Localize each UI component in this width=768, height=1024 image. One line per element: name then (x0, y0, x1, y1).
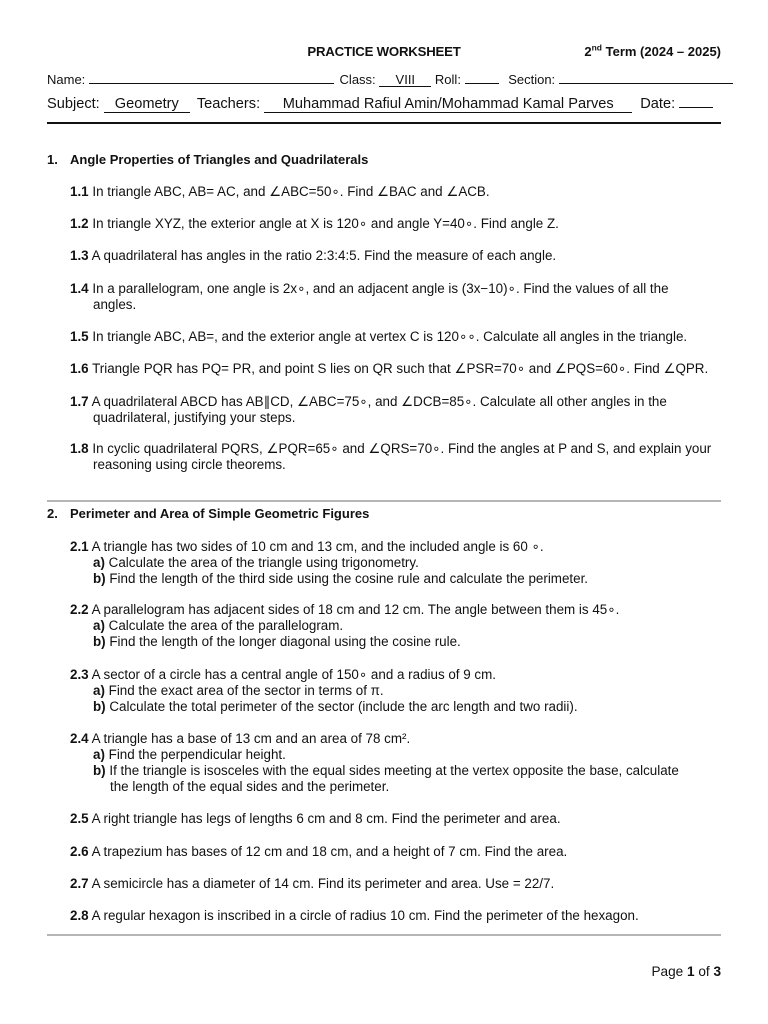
section-blank (559, 69, 733, 84)
bottom-divider (47, 934, 721, 936)
question-2-2: 2.2 A parallelogram has adjacent sides of 18 cm and 12 cm. The angle between them is 45∘. a) Calculate the area of the parallelogram. b) Find the length of the longer diagonal using the cosine rule. (70, 602, 620, 649)
roll-label: Roll: (434, 72, 461, 87)
teachers-label: Teachers: (196, 96, 261, 112)
question-1-2: 1.2 In triangle XYZ, the exterior angle at X is 120∘ and angle Y=40∘. Find angle Z. (70, 216, 559, 231)
question-2-4: 2.4 A triangle has a base of 13 cm and an area of 78 cm². a) Find the perpendicular height. b) If the triangle is isosceles with the equal sides meeting at the vertex opposite the base, calculate the length of the equal sides and the perimeter. (70, 731, 679, 794)
roll-blank (465, 69, 499, 84)
question-2-7: 2.7 A semicircle has a diameter of 14 cm. Find its perimeter and area. Use = 22/7. (70, 876, 555, 891)
question-1-3: 1.3 A quadrilateral has angles in the ratio 2:3:4:5. Find the measure of each angle. (70, 248, 557, 263)
question-2-8: 2.8 A regular hexagon is inscribed in a circle of radius 10 cm. Find the perimeter of the hexagon. (70, 908, 639, 923)
question-1-4: 1.4 In a parallelogram, one angle is 2x∘, and an adjacent angle is (3x−10)∘. Find the values of all the angles. (70, 281, 669, 312)
section-label: Section: (508, 72, 556, 87)
teachers-blank: Muhammad Rafiul Amin/Mohammad Kamal Parves (264, 96, 632, 113)
name-blank (89, 69, 334, 84)
name-label: Name: (47, 72, 86, 87)
question-1-6: 1.6 Triangle PQR has PQ= PR, and point S lies on QR such that ∠PSR=70∘ and ∠PQS=60∘. Find ∠QPR. (70, 361, 709, 376)
class-label: Class: (339, 72, 376, 87)
subject-blank: Geometry (104, 96, 190, 113)
question-1-7: 1.7 A quadrilateral ABCD has AB∥CD, ∠ABC=75∘, and ∠DCB=85∘. Calculate all other angles in the quadrilateral, justifying your steps. (70, 394, 667, 425)
worksheet-page (47, 0, 721, 1024)
subject-info-row (47, 91, 721, 113)
question-1-5: 1.5 In triangle ABC, AB=, and the exterior angle at vertex C is 120∘∘. Calculate all angles in the triangle. (70, 329, 688, 344)
page-number: Page 1 of 3 (651, 964, 721, 979)
question-1-1: 1.1 In triangle ABC, AB= AC, and ∠ABC=50∘. Find ∠BAC and ∠ACB. (70, 184, 490, 199)
question-1-8: 1.8 In cyclic quadrilateral PQRS, ∠PQR=65∘ and ∠QRS=70∘. Find the angles at P and S, and explain your reasoning using circle theorems. (70, 441, 712, 472)
class-blank: VIII (379, 72, 431, 87)
question-2-3: 2.3 A sector of a circle has a central angle of 150∘ and a radius of 9 cm. a) Find the exact area of the sector in terms of π. b) Calculate the total perimeter of the sector (include the arc length and two radii). (70, 667, 578, 714)
section-1-heading: 1. Angle Properties of Triangles and Quadrilaterals (47, 152, 369, 167)
section-divider (47, 500, 721, 502)
section-2-heading: 2. Perimeter and Area of Simple Geometric Figures (47, 506, 370, 521)
question-2-5: 2.5 A right triangle has legs of lengths 6 cm and 8 cm. Find the perimeter and area. (70, 811, 561, 826)
term-label: 2nd Term (2024 – 2025) (584, 42, 721, 59)
date-label: Date: (640, 96, 676, 112)
date-blank (679, 91, 713, 108)
question-2-6: 2.6 A trapezium has bases of 12 cm and 18 cm, and a height of 7 cm. Find the area. (70, 844, 568, 859)
worksheet-title: PRACTICE WORKSHEET (307, 44, 461, 59)
subject-label: Subject: (47, 96, 100, 112)
student-info-row (47, 69, 721, 87)
header-divider (47, 122, 721, 124)
question-2-1: 2.1 A triangle has two sides of 10 cm and 13 cm, and the included angle is 60 ∘. a) Calculate the area of the triangle using trigonometry. b) Find the length of the third side using the cosine rule and calculate the perimeter. (70, 539, 589, 586)
